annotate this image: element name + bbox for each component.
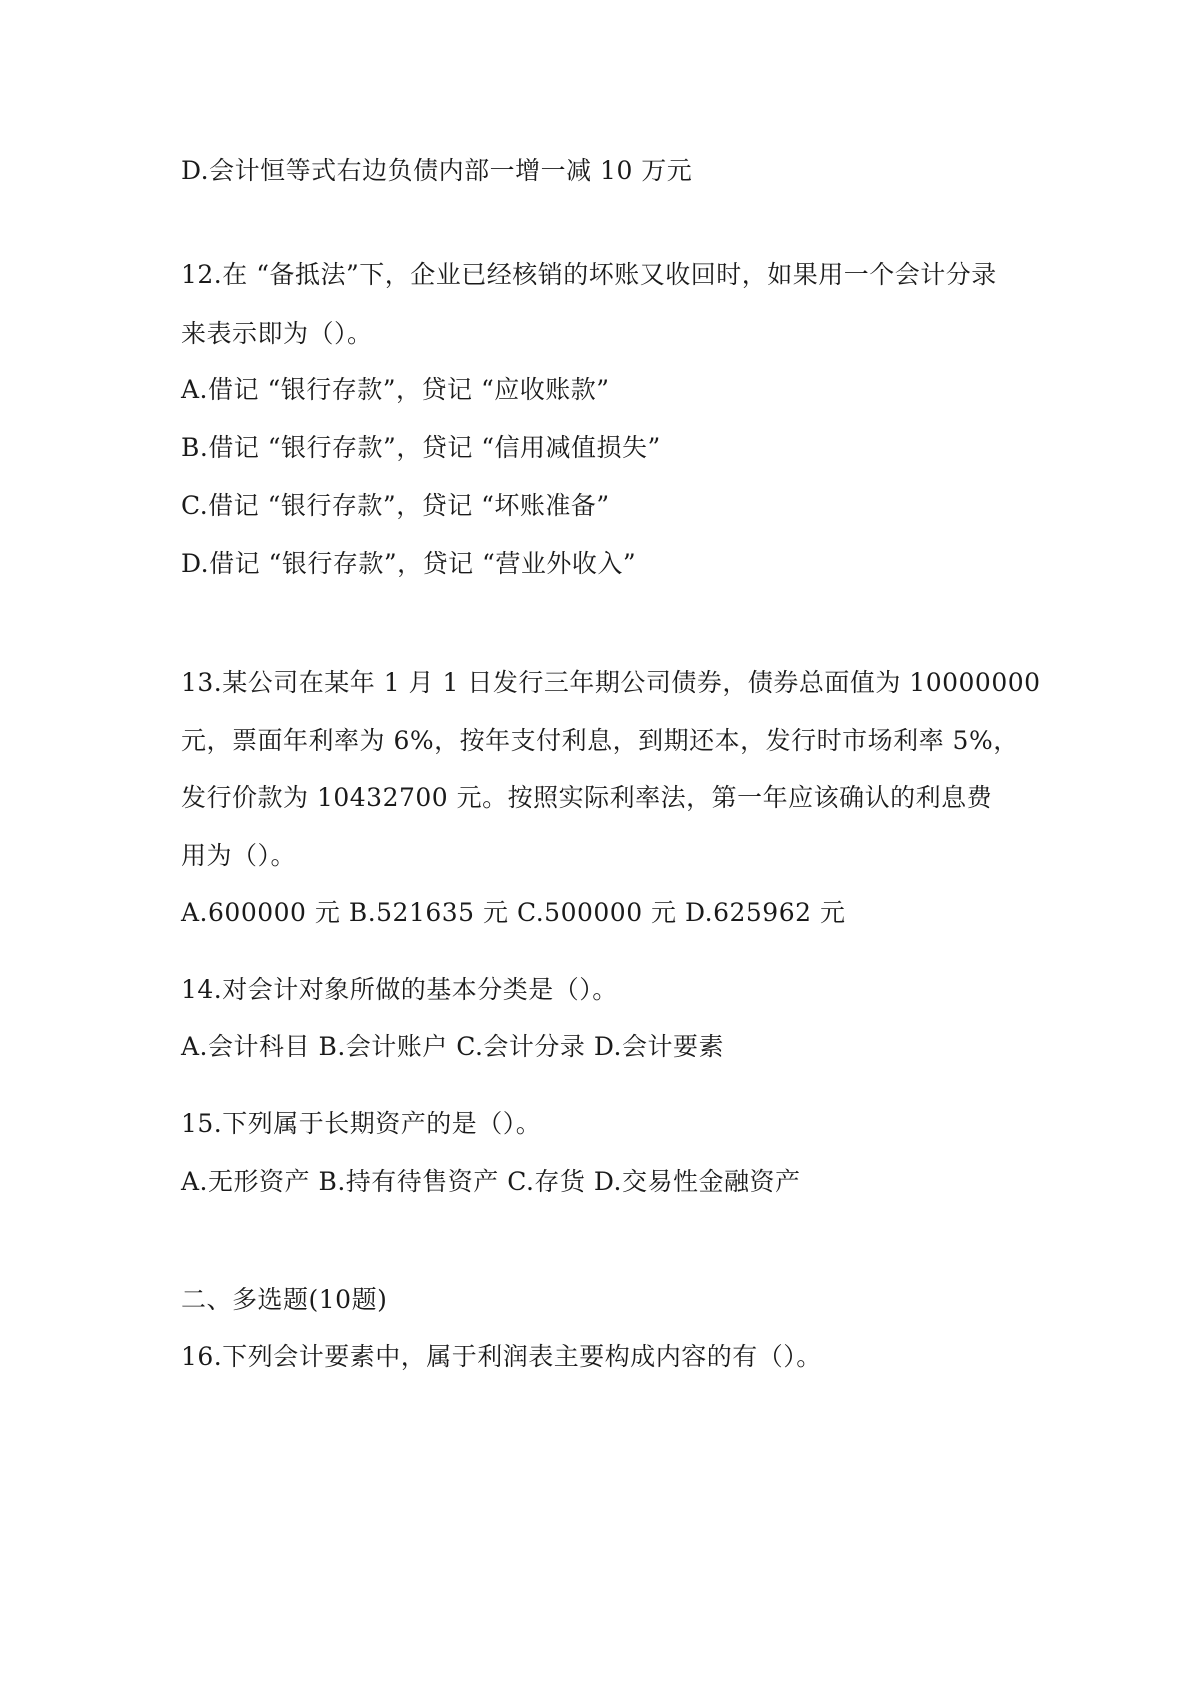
q11-option-d: D.会计恒等式右边负债内部一增一减 10 万元 bbox=[181, 156, 693, 185]
q12-option-a: A.借记 “银行存款”，贷记 “应收账款” bbox=[181, 375, 610, 404]
q13-stem-line4: 用为（）。 bbox=[181, 841, 297, 870]
q12-option-b: B.借记 “银行存款”，贷记 “信用减值损失” bbox=[181, 433, 661, 462]
q14-options: A.会计科目 B.会计账户 C.会计分录 D.会计要素 bbox=[181, 1032, 724, 1061]
q15-stem: 15.下列属于长期资产的是（）。 bbox=[181, 1109, 542, 1138]
section-heading-multiple-choice: 二、多选题(10题) bbox=[181, 1285, 388, 1314]
q13-stem-line1: 13.某公司在某年 1 月 1 日发行三年期公司债券，债券总面值为 10000000 bbox=[181, 668, 1041, 697]
q12-option-d: D.借记 “银行存款”，贷记 “营业外收入” bbox=[181, 549, 637, 578]
q12-stem-line2: 来表示即为（）。 bbox=[181, 319, 373, 348]
q13-stem-line2: 元，票面年利率为 6%，按年支付利息，到期还本，发行时市场利率 5%， bbox=[181, 726, 1019, 755]
q13-stem-line3: 发行价款为 10432700 元。按照实际利率法，第一年应该确认的利息费 bbox=[181, 783, 993, 812]
q15-options: A.无形资产 B.持有待售资产 C.存货 D.交易性金融资产 bbox=[181, 1167, 801, 1196]
q12-option-c: C.借记 “银行存款”，贷记 “坏账准备” bbox=[181, 491, 610, 520]
q16-stem: 16.下列会计要素中，属于利润表主要构成内容的有（）。 bbox=[181, 1342, 822, 1371]
q13-options: A.600000 元 B.521635 元 C.500000 元 D.625962 元 bbox=[181, 898, 846, 927]
q12-stem-line1: 12.在 “备抵法”下，企业已经核销的坏账又收回时，如果用一个会计分录 bbox=[181, 260, 997, 289]
q14-stem: 14.对会计对象所做的基本分类是（）。 bbox=[181, 975, 618, 1004]
